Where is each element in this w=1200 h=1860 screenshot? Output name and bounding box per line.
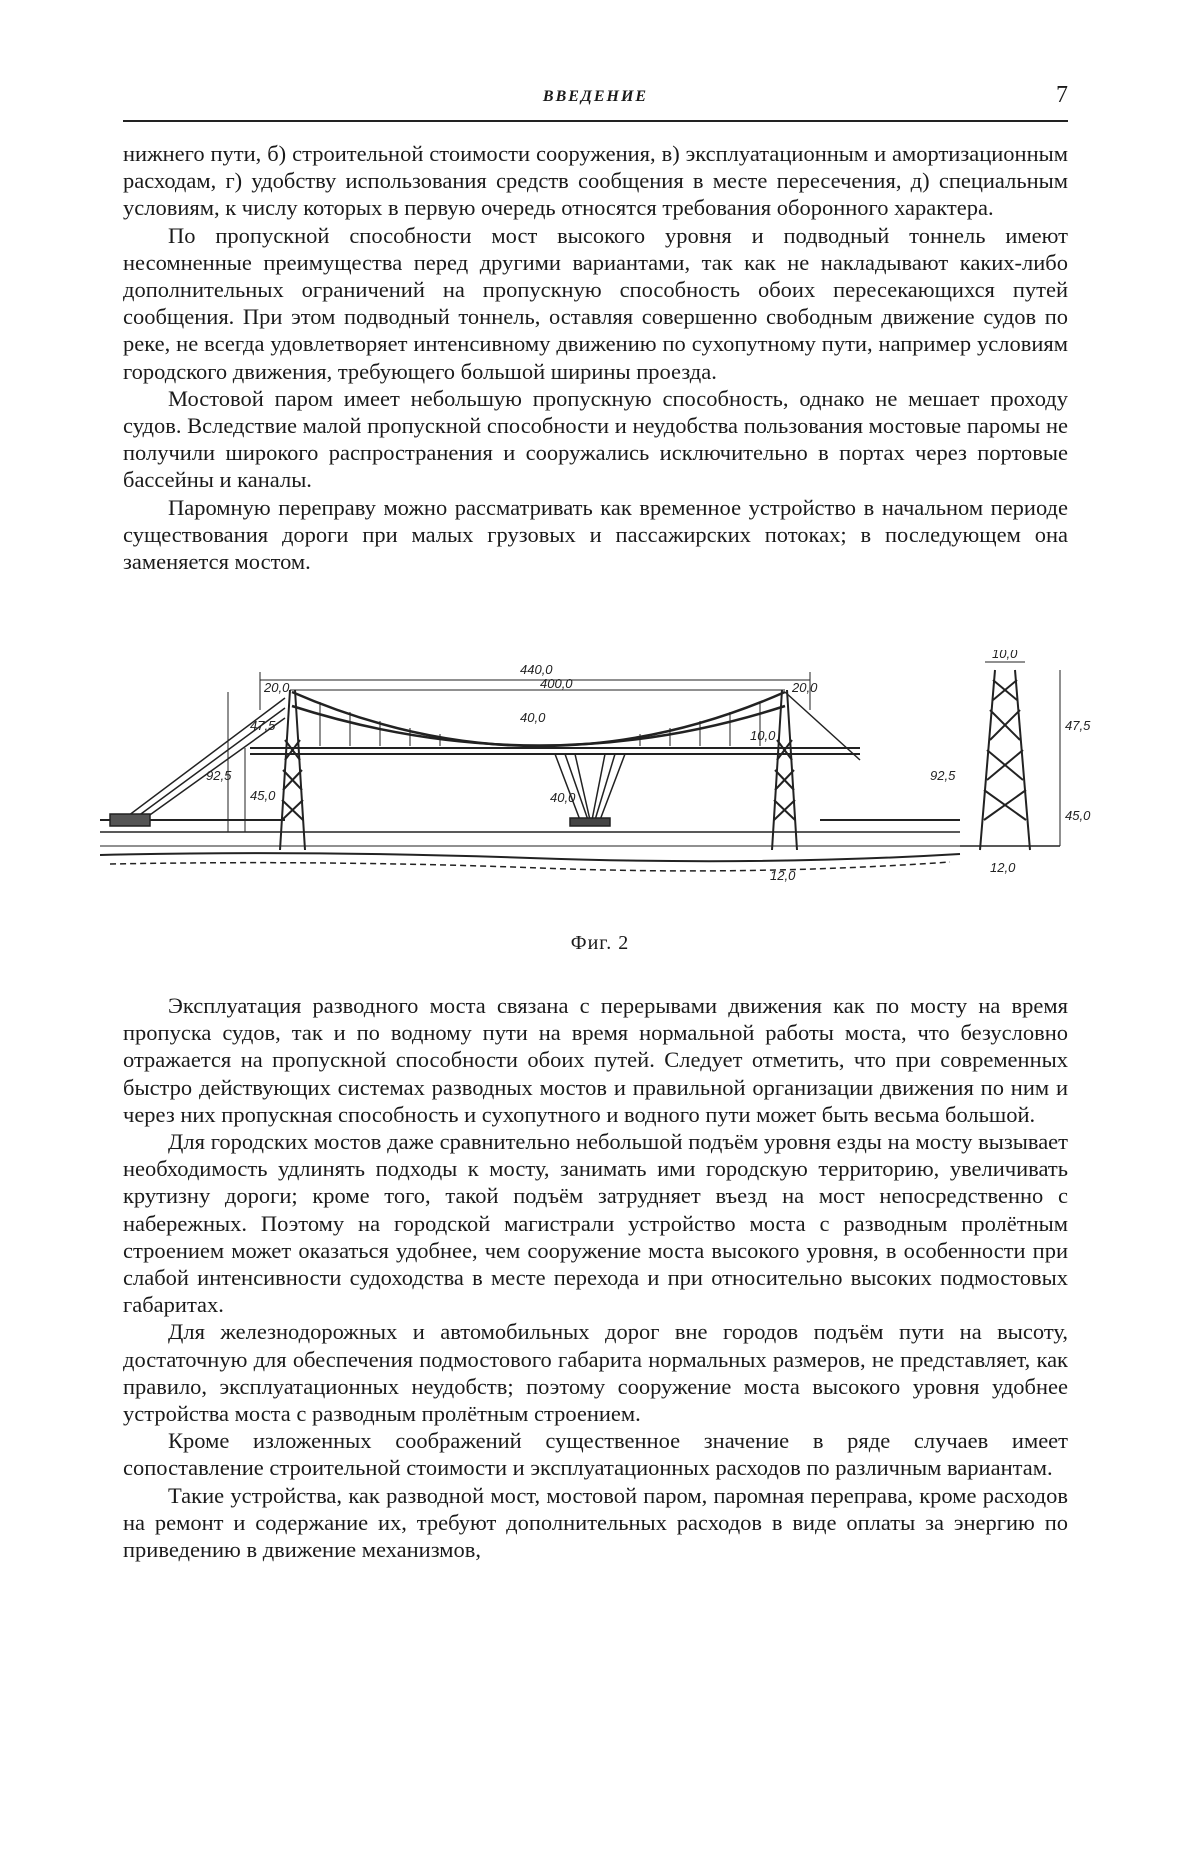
dim-gondola: 40,0 [550,790,576,805]
page-header [123,72,1068,122]
figure-caption: Фиг. 2 [570,932,630,954]
left-tower [280,690,305,850]
dim-right-side: 20,0 [792,680,818,695]
dim-tower-width-top: 10,0 [992,650,1018,661]
dim-sag: 40,0 [520,710,546,725]
dim-left-side: 20,0 [264,680,290,695]
dim-tower-side-height: 47,5 [1065,718,1091,733]
dim-upper-part: 47,5 [250,718,276,733]
paragraph: Мостовой паром имеет небольшую пропускную способность, однако не мешает проходу судов. Вследствие малой пропускной способности и неудобства пользования мостовые паромы не получили широкого распространения и сооружались исключительно в портах через портовые бассейны и каналы. [123,385,1068,493]
paragraph: Такие устройства, как разводной мост, мостовой паром, паромная переправа, кроме расходов на ремонт и содержание их, требуют дополнительных расходов в виде оплаты за энергию по приведению в движение механизмов, [123,1482,1068,1563]
paragraph: Эксплуатация разводного моста связана с перерывами движения как по мосту на время пропуска судов, так и по водному пути на время нормальной работы моста, что безусловно отражается на пропускной способности обоих путей. Следует отметить, что при современных быстро действующих системах разводных мостов и правильной организации движения по ним и через них пропускная способность и сухопутного и водного пути может быть весьма большой. [123,993,1068,1127]
paragraph: Для железнодорожных и автомобильных дорог вне городов подъём пути на высоту, достаточную для обеспечения подмостового габарита нормальных размеров, не представляет, как правило, эксплуатационных неудобств; поэтому сооружение моста высокого уровня удобнее устройства моста с разводным пролётным строением. [123,1319,1068,1427]
dim-clearance: 45,0 [250,788,276,803]
dim-total-span: 440,0 [520,662,553,677]
bridge-figure [100,650,1100,930]
dim-right-tower-height: 92,5 [930,768,956,783]
dim-tower-side-clearance: 45,0 [1065,808,1091,823]
dim-tower-base: 12,0 [770,868,796,883]
bridge-deck [250,748,860,754]
paragraph: Кроме изложенных соображений существенное значение в ряде случаев имеет сопоставление строительной стоимости и эксплуатационных расходов по различным вариантам. [123,1428,1068,1481]
text-block-bottom [123,992,1068,1563]
paragraph: Паромную переправу можно рассматривать как временное устройство в начальном периоде существования дороги при малых грузовых и пассажирских потоках; в последующем она заменяется мостом. [123,494,1068,575]
dimension-lines [228,672,810,832]
text-block-top [123,140,1068,575]
running-title: ВВЕДЕНИЕ [542,88,649,105]
dim-platform-width: 10,0 [750,728,776,743]
dim-tower-side-base: 12,0 [990,860,1016,875]
right-tower [772,690,797,850]
page-number: 7 [1056,82,1068,108]
paragraph: нижнего пути, б) строительной стоимости сооружения, в) эксплуатационным и амортизационным расходам, г) удобству использования средств сообщения в месте пересечения, д) специальным условиям, к числу которых в первую очередь относятся требования оборонного характера. [123,141,1068,221]
paragraph: Для городских мостов даже сравнительно небольшой подъём уровня езды на мосту вызывает необходимость удлинять подходы к мосту, занимать ими городскую территорию, увеличивать крутизну дороги; кроме того, такой подъём затрудняет въезд на мост непосредственно с набережных. Поэтому на городской магистрали устройство моста с разводным пролётным строением может оказаться удобнее, чем сооружение моста высокого уровня, в особенности при слабой интенсивности судоходства в месте перехода и при относительно высоких подмостовых габаритах. [123,1129,1068,1318]
riverbed [100,820,960,871]
dim-tower-height: 92,5 [206,768,232,783]
transporter-bridge-drawing [100,650,1100,930]
main-cables [292,692,860,760]
dim-main-span: 400,0 [540,676,573,691]
tower-side-view [960,662,1060,850]
paragraph: По пропускной способности мост высокого уровня и подводный тоннель имеют несомненные преимущества перед другими вариантами, так как не накладывают каких-либо дополнительных ограничений на пропускную способность обоих пересекающихся путей сообщения. При этом подводный тоннель, оставляя совершенно свободным движение судов по реке, не всегда удовлетворяет интенсивному движению по сухопутному пути, например условиям городского движения, требующего большой ширины проезда. [123,222,1068,384]
